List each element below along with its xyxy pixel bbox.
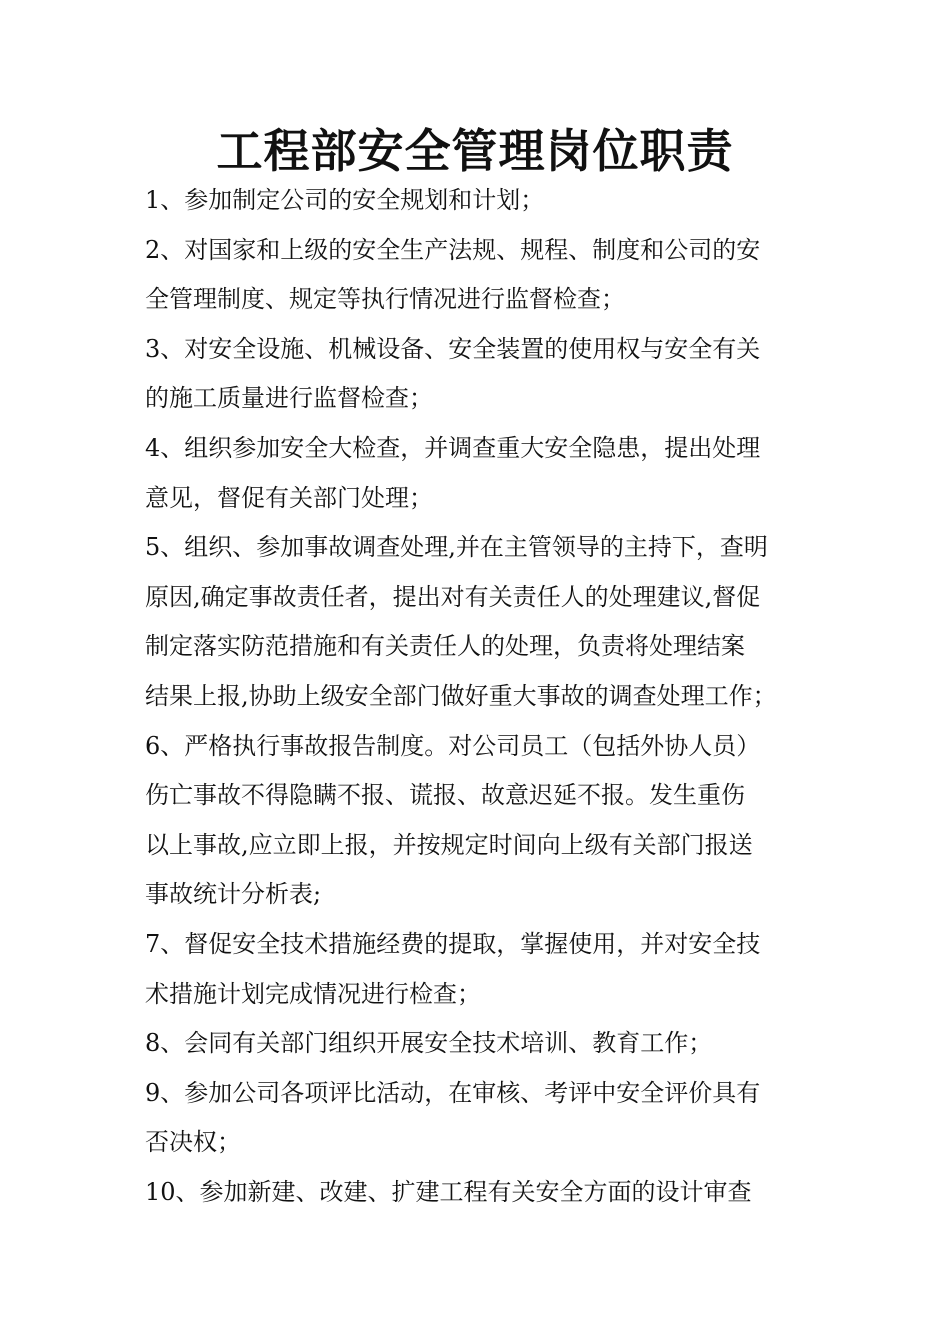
body-line: 制定落实防范措施和有关责任人的处理，负责将处理结案 [145, 632, 745, 661]
body-line: 8、会同有关部门组织开展安全技术培训、教育工作； [145, 1029, 713, 1058]
body-line: 5、组织、参加事故调查处理,并在主管领导的主持下，查明 [145, 533, 768, 562]
body-line: 4、组织参加安全大检查，并调查重大安全隐患，提出处理 [145, 433, 761, 462]
body-line: 意见，督促有关部门处理； [145, 483, 433, 512]
body-line: 7、督促安全技术措施经费的提取，掌握使用，并对安全技 [145, 929, 761, 958]
body-line: 的施工质量进行监督检查； [145, 384, 433, 413]
body-line: 9、参加公司各项评比活动，在审核、考评中安全评价具有 [145, 1078, 761, 1107]
body-line: 伤亡事故不得隐瞒不报、谎报、故意迟延不报。发生重伤 [145, 781, 745, 810]
body-line: 2、对国家和上级的安全生产法规、规程、制度和公司的安 [145, 235, 761, 264]
body-line: 10、参加新建、改建、扩建工程有关安全方面的设计审查 [145, 1177, 752, 1206]
document-title: 工程部安全管理岗位职责 [216, 124, 734, 178]
body-line: 否决权； [145, 1128, 241, 1157]
document-body [145, 176, 815, 1217]
body-line: 6、严格执行事故报告制度。对公司员工（包括外协人员） [145, 731, 761, 760]
body-line: 全管理制度、规定等执行情况进行监督检查； [145, 285, 625, 314]
body-line: 事故统计分析表; [145, 880, 322, 909]
body-line: 结果上报,协助上级安全部门做好重大事故的调查处理工作； [145, 681, 777, 710]
body-line: 1、参加制定公司的安全规划和计划； [145, 186, 545, 214]
body-line: 以上事故,应立即上报，并按规定时间向上级有关部门报送 [145, 830, 753, 859]
body-line: 原因,确定事故责任者，提出对有关责任人的处理建议,督促 [145, 582, 761, 611]
body-line: 3、对安全设施、机械设备、安全装置的使用权与安全有关 [145, 334, 761, 363]
body-line: 术措施计划完成情况进行检查； [145, 979, 481, 1008]
